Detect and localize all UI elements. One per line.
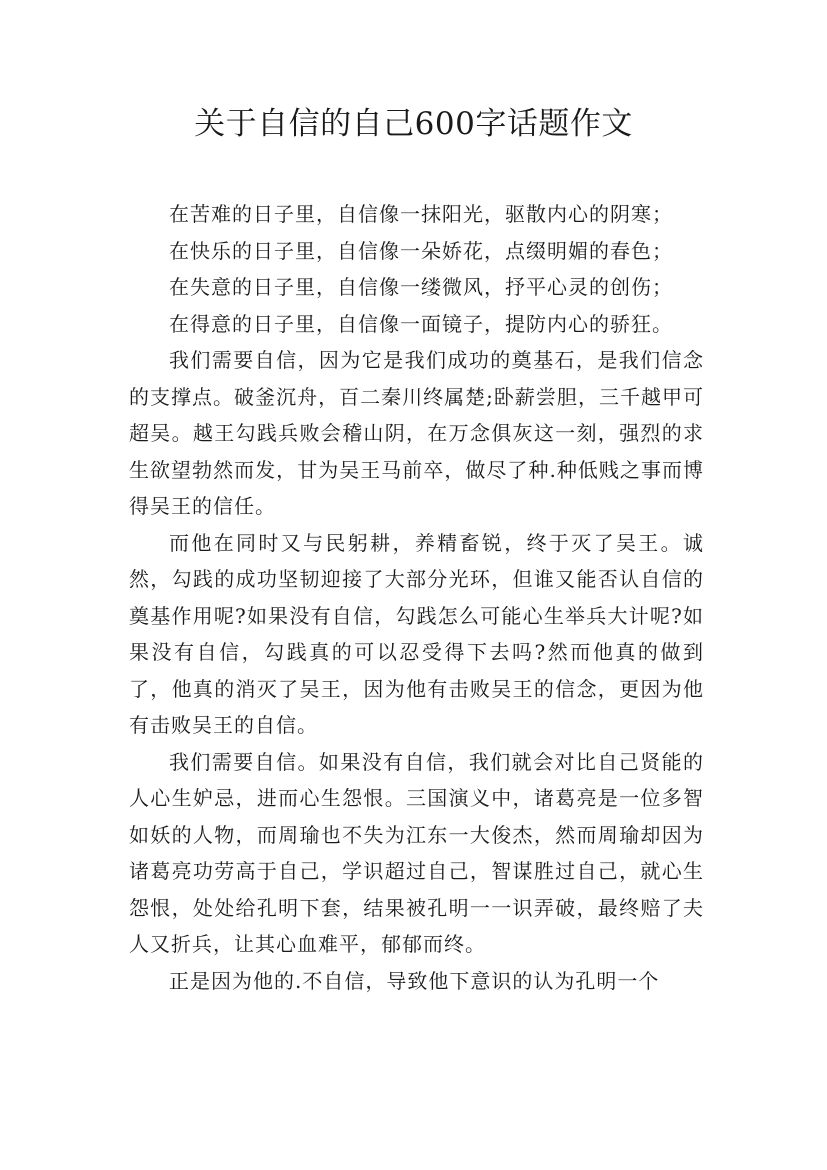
paragraph-1: 在苦难的日子里，自信像一抹阳光，驱散内心的阴寒；	[169, 202, 673, 226]
document-title: 关于自信的自己600字话题作文	[194, 106, 633, 142]
paragraph-2: 在快乐的日子里，自信像一朵娇花，点缀明媚的春色；	[169, 238, 673, 263]
paragraph-6: 而他在同时又与民躬耕，养精畜锐，终于灭了吴王。诚然，勾践的成功坚韧迎接了大部分光环，但谁又能否认自信的奠基作用呢?如果没有自信，勾践怎么可能心生举兵大计呢?如果没有自信，勾践真的可以忍受得下去吗?然而他真的做到了，他真的消灭了吴王，因为他有击败吴王的信念，更因为他有击败吴王的自信。	[129, 530, 704, 737]
paragraph-8: 正是因为他的.不自信，导致他下意识的认为孔明一个	[169, 968, 660, 993]
paragraph-4: 在得意的日子里，自信像一面镜子，提防内心的骄狂。	[169, 311, 673, 336]
paragraph-7: 我们需要自信。如果没有自信，我们就会对比自己贤能的人心生妒忌，进而心生怨恨。三国演义中，诸葛亮是一位多智如妖的人物，而周瑜也不失为江东一大俊杰，然而周瑜却因为诸葛亮功劳高于自己，学识超过自己，智谋胜过自己，就心生怨恨，处处给孔明下套，结果被孔明一一识弄破，最终赔了夫人又折兵，让其心血难平，郁郁而终。	[129, 749, 704, 956]
document-body	[129, 196, 704, 999]
paragraph-5: 我们需要自信，因为它是我们成功的奠基石，是我们信念的支撑点。破釜沉舟，百二秦川终属楚;卧薪尝胆，三千越甲可超吴。越王勾践兵败会稽山阴，在万念俱灰这一刻，强烈的求生欲望勃然而发，甘为吴王马前卒，做尽了种.种低贱之事而博得吴王的信任。	[129, 348, 704, 518]
paragraph-3: 在失意的日子里，自信像一缕微风，抒平心灵的创伤；	[169, 275, 673, 299]
